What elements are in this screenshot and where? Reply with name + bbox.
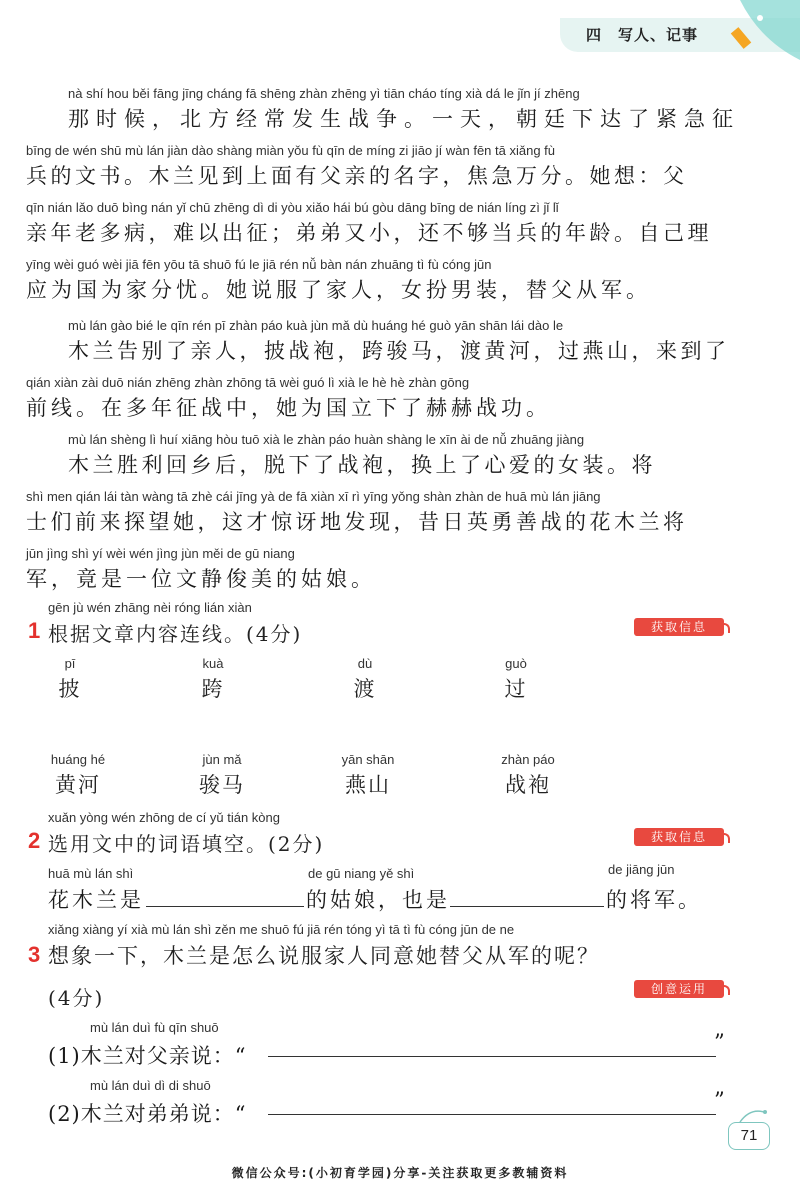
passage-line-pinyin: nà shí hou běi fāng jīng cháng fā shēng zhàn zhēng yì tiān cháo tíng xià dá le jǐn jí zhēng: [68, 86, 580, 101]
question-3-score: (4分): [48, 986, 105, 1010]
passage-line-text: 亲年老多病，难以出征；弟弟又小，还不够当兵的年龄。自己理: [26, 221, 712, 245]
passage-line-text: 军，竟是一位文静俊美的姑娘。: [26, 567, 376, 591]
q1-top-word-1[interactable]: pī 披: [58, 656, 82, 701]
q3-answer-line-1[interactable]: [268, 1056, 716, 1057]
passage-line-text: 前线。在多年征战中，她为国立下了赫赫战功。: [26, 396, 551, 420]
q2-text-2: 的姑娘，也是: [306, 888, 450, 912]
passage-line-pinyin: jūn jìng shì yí wèi wén jìng jùn měi de gū niang: [26, 546, 295, 561]
q2-text-3: 的将军。: [606, 888, 702, 912]
passage-line-text: 那时候，北方经常发生战争。一天，朝廷下达了紧急征: [68, 107, 740, 131]
footer-note: 微信公众号:(小初育学园)分享-关注获取更多教辅资料: [231, 1166, 569, 1180]
passage-line-pinyin: mù lán gào bié le qīn rén pī zhàn páo kuà jùn mǎ dù huáng hé guò yān shān lái dào le: [68, 318, 564, 333]
question-1-tag: 获取信息: [634, 618, 724, 636]
passage-line-pinyin: bīng de wén shū mù lán jiàn dào shàng miàn yǒu fù qīn de míng zi jiāo jí wàn fēn tā xiǎng fù: [26, 143, 556, 158]
passage-line-pinyin: mù lán shèng lì huí xiāng hòu tuō xià le zhàn páo huàn shàng le xīn ài de nǚ zhuāng jiàng: [68, 432, 585, 447]
q3-close-quote-2: ”: [714, 1088, 728, 1112]
q1-bottom-word-2[interactable]: jùn mǎ 骏马: [199, 752, 245, 797]
q2-blank-1[interactable]: [146, 906, 304, 907]
q1-top-word-4[interactable]: guò 过: [504, 656, 528, 701]
question-2-pinyin: xuǎn yòng wén zhōng de cí yǔ tián kòng: [48, 810, 280, 825]
passage-line-pinyin: qián xiàn zài duō nián zhēng zhàn zhōng tā wèi guó lì xià le hè hè zhàn gōng: [26, 375, 470, 390]
unit-title: 四 写人、记事: [586, 26, 699, 44]
q2-pinyin-2: de gū niang yě shì: [308, 866, 415, 881]
q2-blank-2[interactable]: [450, 906, 604, 907]
q1-top-word-3[interactable]: dù 渡: [353, 656, 377, 701]
question-2-number: 2: [28, 828, 41, 853]
question-2-tag: 获取信息: [634, 828, 724, 846]
question-3-number: 3: [28, 942, 41, 967]
q3-sub1-text: (1)木兰对父亲说：“: [48, 1044, 247, 1068]
q2-text-1: 花木兰是: [48, 888, 144, 912]
q3-sub2-text: (2)木兰对弟弟说：“: [48, 1102, 247, 1126]
passage-line-pinyin: shì men qián lái tàn wàng tā zhè cái jīng yà de fā xiàn xī rì yīng yǒng shàn zhàn de huā mù lán jiāng: [26, 489, 601, 504]
passage-line-pinyin: yīng wèi guó wèi jiā fēn yōu tā shuō fú le jiā rén nǚ bàn nán zhuāng tì fù cóng jūn: [26, 257, 492, 272]
q3-close-quote-1: ”: [714, 1030, 728, 1054]
passage-line-text: 应为国为家分忧。她说服了家人，女扮男装，替父从军。: [26, 278, 651, 302]
passage-line-text: 木兰胜利回乡后，脱下了战袍，换上了心爱的女装。将: [68, 453, 656, 477]
question-1-pinyin: gēn jù wén zhāng nèi róng lián xiàn: [48, 600, 252, 615]
q1-bottom-word-4[interactable]: zhàn páo 战袍: [501, 752, 555, 797]
passage-line-pinyin: qīn nián lǎo duō bìng nán yǐ chū zhēng dì di yòu xiǎo hái bú gòu dāng bīng de nián líng zì jǐ lǐ: [26, 200, 559, 215]
q3-sub1-pinyin: mù lán duì fù qīn shuō: [90, 1020, 219, 1035]
q3-answer-line-2[interactable]: [268, 1114, 716, 1115]
q1-top-word-2[interactable]: kuà 跨: [201, 656, 225, 701]
q1-bottom-word-1[interactable]: huáng hé 黄河: [50, 752, 106, 797]
passage-line-text: 木兰告别了亲人，披战袍，跨骏马，渡黄河，过燕山，来到了: [68, 339, 730, 363]
question-3-pinyin: xiǎng xiàng yí xià mù lán shì zěn me shuō fú jiā rén tóng yì tā tì fù cóng jūn de ne: [48, 922, 515, 937]
passage-line-text: 士们前来探望她，这才惊讶地发现，昔日英勇善战的花木兰将: [26, 510, 688, 534]
page-number: 71: [728, 1122, 770, 1150]
q2-pinyin-1: huā mù lán shì: [48, 866, 134, 881]
question-3-text: 想象一下，木兰是怎么说服家人同意她替父从军的呢？: [48, 944, 600, 968]
pencil-decoration-icon: [720, 0, 800, 60]
q3-sub2-pinyin: mù lán duì dì di shuō: [90, 1078, 211, 1093]
q2-pinyin-3: de jiāng jūn: [608, 862, 675, 877]
question-1-text: 根据文章内容连线。(4分): [48, 622, 303, 646]
question-2-text: 选用文中的词语填空。(2分): [48, 832, 325, 856]
passage-line-text: 兵的文书。木兰见到上面有父亲的名字，焦急万分。她想：父: [26, 164, 688, 188]
q1-bottom-word-3[interactable]: yān shān 燕山: [341, 752, 395, 797]
question-3-tag: 创意运用: [634, 980, 724, 998]
question-1-number: 1: [28, 618, 41, 643]
